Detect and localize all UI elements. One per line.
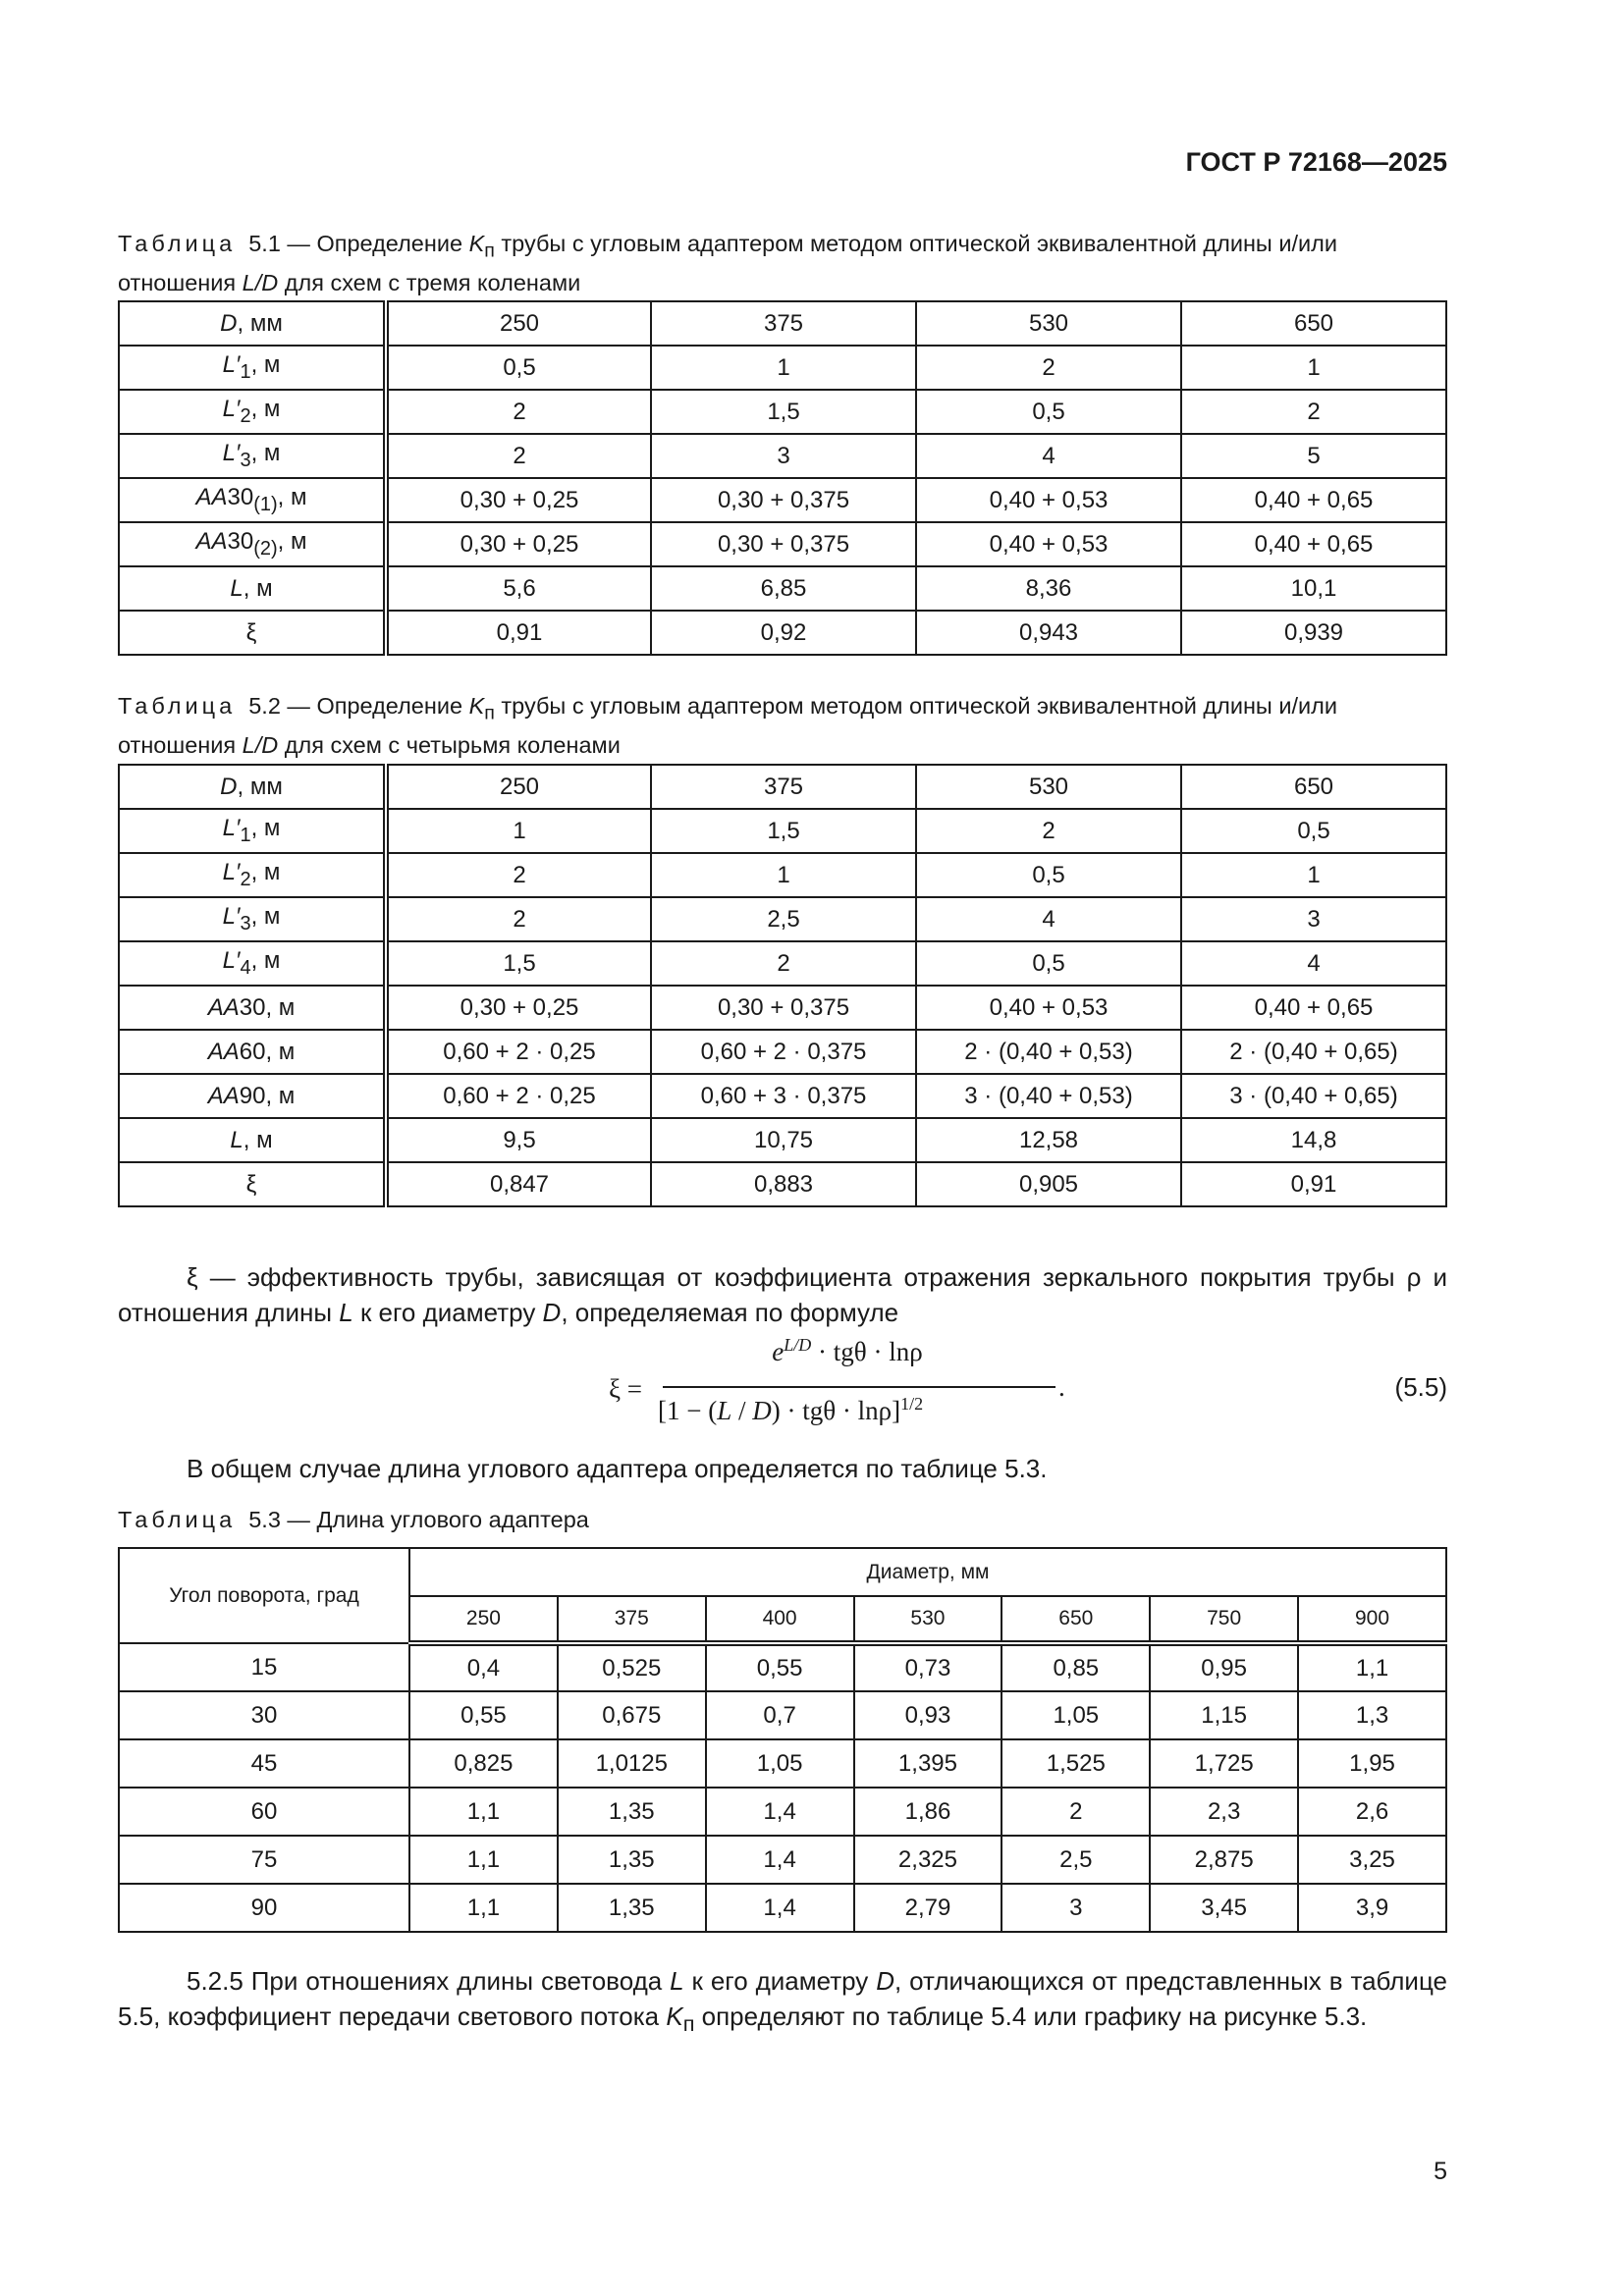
table-cell: 1,86 bbox=[854, 1788, 1002, 1836]
table-cell: 0,939 bbox=[1181, 611, 1446, 655]
table-cell: 2,3 bbox=[1150, 1788, 1298, 1836]
table-cell: 0,847 bbox=[386, 1162, 651, 1206]
table-cell: 3,9 bbox=[1298, 1884, 1446, 1932]
formula-5-5 bbox=[609, 1335, 1065, 1443]
para-K: K bbox=[666, 2002, 683, 2031]
table-cell: 1,05 bbox=[706, 1739, 854, 1788]
table-cell: 2 bbox=[386, 853, 651, 897]
row-label-unit: , м bbox=[250, 396, 281, 423]
row-label-plain: 30 bbox=[227, 528, 254, 556]
table-cell: 1,1 bbox=[409, 1836, 558, 1884]
table-row bbox=[119, 434, 1446, 478]
row-label-unit: , мм bbox=[237, 773, 283, 800]
table-cell: 3 bbox=[651, 434, 916, 478]
table-cell: 0,85 bbox=[1001, 1643, 1150, 1691]
para-text: 5.2.5 При отношениях длины световода bbox=[187, 1966, 671, 1996]
table-cell: 0,60 + 3 · 0,375 bbox=[651, 1074, 916, 1118]
table-row bbox=[119, 1074, 1446, 1118]
table-row bbox=[119, 1836, 1446, 1884]
table-cell: 0,5 bbox=[916, 853, 1181, 897]
table-5-1-caption bbox=[118, 228, 1447, 298]
row-label-unit: , м bbox=[250, 440, 281, 467]
angle-cell: 60 bbox=[119, 1788, 409, 1836]
table-cell: 0,40 + 0,65 bbox=[1181, 522, 1446, 566]
table-cell: 0,5 bbox=[916, 390, 1181, 434]
diameter-cell: 400 bbox=[706, 1596, 854, 1643]
xi-definition-paragraph bbox=[118, 1259, 1447, 1330]
table-cell: 0,92 bbox=[651, 611, 916, 655]
table-cell: 0,30 + 0,375 bbox=[651, 522, 916, 566]
row-label-plain: 90 bbox=[239, 1082, 266, 1109]
table-row bbox=[119, 1162, 1446, 1206]
table-cell: 0,95 bbox=[1150, 1643, 1298, 1691]
caption-label: Таблица bbox=[118, 693, 237, 719]
table-5-3 bbox=[118, 1547, 1447, 1933]
table-cell: 2 bbox=[386, 434, 651, 478]
para-D: D bbox=[876, 1966, 894, 1996]
para-L: L bbox=[670, 1966, 684, 1996]
row-label-unit: , м bbox=[265, 1038, 296, 1065]
table-row bbox=[119, 765, 1446, 809]
table-cell: 1,1 bbox=[409, 1788, 558, 1836]
row-label-sub: 1 bbox=[240, 824, 251, 846]
table-cell: 0,40 + 0,65 bbox=[1181, 986, 1446, 1030]
table-cell: 2 · (0,40 + 0,65) bbox=[1181, 1030, 1446, 1074]
table-row bbox=[119, 522, 1446, 566]
row-label-main: AA bbox=[195, 528, 228, 556]
diameter-header: Диаметр, мм bbox=[409, 1548, 1446, 1596]
table-cell: 9,5 bbox=[386, 1118, 651, 1162]
table-cell: 0,40 + 0,53 bbox=[916, 478, 1181, 522]
fraction-bar bbox=[663, 1386, 1056, 1388]
row-label bbox=[119, 611, 386, 655]
row-label-main: D bbox=[220, 309, 238, 337]
row-label-main: L′ bbox=[222, 396, 241, 423]
table-cell: 0,4 bbox=[409, 1643, 558, 1691]
table-cell: 10,1 bbox=[1181, 566, 1446, 611]
table-row bbox=[119, 1030, 1446, 1074]
row-label-sub: 3 bbox=[240, 912, 251, 934]
table-cell: 2 bbox=[916, 346, 1181, 390]
general-paragraph: В общем случае длина углового адаптера определяется по таблице 5.3. bbox=[187, 1454, 1048, 1483]
table-cell: 1,35 bbox=[558, 1884, 706, 1932]
table-cell: 5 bbox=[1181, 434, 1446, 478]
table-cell: 12,58 bbox=[916, 1118, 1181, 1162]
table-cell: 2,325 bbox=[854, 1836, 1002, 1884]
table-cell: 530 bbox=[916, 301, 1181, 346]
row-label bbox=[119, 301, 386, 346]
row-label-sub: 2 bbox=[240, 404, 251, 427]
table-row bbox=[119, 809, 1446, 853]
row-label bbox=[119, 809, 386, 853]
table-cell: 0,91 bbox=[386, 611, 651, 655]
para-D: D bbox=[542, 1298, 562, 1327]
para-K-sub: п bbox=[682, 2011, 695, 2037]
caption-label: Таблица bbox=[118, 231, 237, 256]
caption-k: K bbox=[468, 231, 485, 256]
table-cell: 3 bbox=[1181, 897, 1446, 941]
para-text: ξ — эффективность трубы, зависящая от коэффициента отражения зеркального покрытия трубы bbox=[187, 1262, 1395, 1292]
row-label-sub: (2) bbox=[253, 537, 278, 560]
table-cell: 2,6 bbox=[1298, 1788, 1446, 1836]
den-slash: / bbox=[731, 1396, 753, 1425]
table-row bbox=[119, 1643, 1446, 1691]
caption-text: — Определение bbox=[280, 231, 469, 256]
table-row bbox=[119, 301, 1446, 346]
caption-label: Таблица bbox=[118, 1507, 237, 1532]
diameter-cell: 750 bbox=[1150, 1596, 1298, 1643]
table-cell: 1,1 bbox=[1298, 1643, 1446, 1691]
diameter-cell: 650 bbox=[1001, 1596, 1150, 1643]
row-label-main: D bbox=[220, 773, 238, 800]
row-label-symbol: ξ bbox=[245, 618, 257, 646]
table-cell: 1,395 bbox=[854, 1739, 1002, 1788]
table-cell: 0,7 bbox=[706, 1691, 854, 1739]
diameter-cell: 530 bbox=[854, 1596, 1002, 1643]
table-cell: 0,55 bbox=[409, 1691, 558, 1739]
row-label bbox=[119, 434, 386, 478]
row-label-plain: 30 bbox=[227, 484, 254, 511]
row-label-unit: , мм bbox=[237, 309, 283, 337]
table-5-3-caption bbox=[118, 1504, 1447, 1535]
row-label bbox=[119, 853, 386, 897]
table-cell: 0,40 + 0,53 bbox=[916, 986, 1181, 1030]
table-row bbox=[119, 1739, 1446, 1788]
table-cell: 0,905 bbox=[916, 1162, 1181, 1206]
table-row bbox=[119, 1691, 1446, 1739]
table-cell: 0,93 bbox=[854, 1691, 1002, 1739]
table-cell: 1,3 bbox=[1298, 1691, 1446, 1739]
row-label-sub: 1 bbox=[240, 360, 251, 383]
caption-text: отношения bbox=[118, 731, 243, 758]
caption-k-sub: п bbox=[484, 702, 495, 724]
table-cell: 1,5 bbox=[651, 809, 916, 853]
table-cell: 1,725 bbox=[1150, 1739, 1298, 1788]
row-label bbox=[119, 1118, 386, 1162]
caption-text: — Определение bbox=[280, 693, 469, 719]
table-5-2-caption bbox=[118, 690, 1447, 761]
row-label-unit: , м bbox=[250, 903, 281, 931]
table-cell: 0,675 bbox=[558, 1691, 706, 1739]
table-cell: 0,5 bbox=[386, 346, 651, 390]
den-D: D bbox=[752, 1396, 772, 1425]
diameter-cell: 375 bbox=[558, 1596, 706, 1643]
row-label-unit: , м bbox=[265, 993, 296, 1021]
table-row bbox=[119, 611, 1446, 655]
table-cell: 0,5 bbox=[1181, 809, 1446, 853]
row-label bbox=[119, 986, 386, 1030]
table-cell: 1,35 bbox=[558, 1836, 706, 1884]
table-cell: 250 bbox=[386, 301, 651, 346]
caption-k-sub: п bbox=[484, 240, 495, 262]
row-label-unit: , м bbox=[243, 1126, 273, 1153]
table-cell: 3 · (0,40 + 0,53) bbox=[916, 1074, 1181, 1118]
caption-text: для схем с тремя коленами bbox=[278, 269, 581, 295]
table-cell: 2 bbox=[651, 941, 916, 986]
table-cell: 3,25 bbox=[1298, 1836, 1446, 1884]
table-cell: 530 bbox=[916, 765, 1181, 809]
caption-text: для схем с четырьмя коленами bbox=[278, 731, 621, 758]
table-cell: 1,0125 bbox=[558, 1739, 706, 1788]
table-cell: 0,525 bbox=[558, 1643, 706, 1691]
formula-exp: L/D bbox=[784, 1335, 812, 1355]
table-cell: 1,15 bbox=[1150, 1691, 1298, 1739]
row-label-symbol: ξ bbox=[245, 1170, 257, 1198]
table-cell: 0,30 + 0,25 bbox=[386, 522, 651, 566]
angle-cell: 30 bbox=[119, 1691, 409, 1739]
para-L: L bbox=[339, 1298, 353, 1327]
table-5-1 bbox=[118, 300, 1447, 656]
table-cell: 4 bbox=[916, 434, 1181, 478]
caption-text: трубы с угловым адаптером методом оптической эквивалентной длины и/или bbox=[494, 693, 1337, 719]
caption-number: 5.2 bbox=[248, 693, 281, 719]
caption-ld: L/D bbox=[242, 731, 279, 758]
row-label-sub: 4 bbox=[240, 956, 251, 979]
row-label bbox=[119, 1074, 386, 1118]
table-cell: 650 bbox=[1181, 765, 1446, 809]
row-label bbox=[119, 566, 386, 611]
row-label-unit: , м bbox=[250, 947, 281, 975]
table-row bbox=[119, 1118, 1446, 1162]
row-label-main: AA bbox=[207, 1082, 240, 1109]
row-label-main: L′ bbox=[222, 903, 241, 931]
row-label bbox=[119, 522, 386, 566]
row-label-unit: , м bbox=[277, 528, 307, 556]
formula-end: . bbox=[1058, 1372, 1065, 1402]
document-code: ГОСТ Р 72168—2025 bbox=[1185, 147, 1447, 177]
angle-cell: 45 bbox=[119, 1739, 409, 1788]
row-label bbox=[119, 941, 386, 986]
table-cell: 2,5 bbox=[651, 897, 916, 941]
table-cell: 4 bbox=[1181, 941, 1446, 986]
diameter-cell: 900 bbox=[1298, 1596, 1446, 1643]
row-label-plain: 60 bbox=[239, 1038, 266, 1065]
table-cell: 14,8 bbox=[1181, 1118, 1446, 1162]
angle-header: Угол поворота, град bbox=[119, 1548, 409, 1643]
formula-num-rest: · tgθ · lnρ bbox=[811, 1337, 923, 1366]
row-label-unit: , м bbox=[250, 859, 281, 886]
formula-denominator bbox=[658, 1394, 923, 1426]
row-label-main: L′ bbox=[222, 440, 241, 467]
table-cell: 1 bbox=[651, 853, 916, 897]
table-cell: 650 bbox=[1181, 301, 1446, 346]
den-b: ) · tgθ · lnρ] bbox=[771, 1396, 901, 1425]
table-cell: 8,36 bbox=[916, 566, 1181, 611]
table-cell: 2,79 bbox=[854, 1884, 1002, 1932]
row-label-main: L′ bbox=[222, 859, 241, 886]
caption-text: отношения bbox=[118, 269, 243, 295]
table-cell: 2 · (0,40 + 0,53) bbox=[916, 1030, 1181, 1074]
table-cell: 0,30 + 0,25 bbox=[386, 478, 651, 522]
den-a: [1 − ( bbox=[658, 1396, 718, 1425]
table-cell: 1,5 bbox=[651, 390, 916, 434]
table-cell: 6,85 bbox=[651, 566, 916, 611]
table-cell: 1,5 bbox=[386, 941, 651, 986]
row-label bbox=[119, 1030, 386, 1074]
row-label-main: AA bbox=[195, 484, 228, 511]
table-cell: 0,91 bbox=[1181, 1162, 1446, 1206]
table-cell: 1,4 bbox=[706, 1836, 854, 1884]
formula-lhs: ξ = bbox=[609, 1374, 643, 1404]
row-label-main: AA bbox=[207, 1038, 240, 1065]
table-cell: 2 bbox=[916, 809, 1181, 853]
table-cell: 2,5 bbox=[1001, 1836, 1150, 1884]
angle-cell: 15 bbox=[119, 1643, 409, 1691]
row-label-main: AA bbox=[207, 993, 240, 1021]
row-label-main: L′ bbox=[222, 351, 241, 379]
table-cell: 2,875 bbox=[1150, 1836, 1298, 1884]
table-cell: 0,5 bbox=[916, 941, 1181, 986]
caption-text: трубы с угловым адаптером методом оптической эквивалентной длины и/или bbox=[494, 231, 1337, 256]
row-label-main: L′ bbox=[222, 815, 241, 842]
formula-e: e bbox=[772, 1337, 785, 1366]
row-label-sub: 3 bbox=[240, 449, 251, 471]
row-label-sub: 2 bbox=[240, 868, 251, 890]
caption-number: 5.1 bbox=[248, 231, 281, 256]
den-exp: 1/2 bbox=[900, 1394, 924, 1414]
table-cell: 0,60 + 2 · 0,25 bbox=[386, 1074, 651, 1118]
table-row bbox=[119, 478, 1446, 522]
row-label-unit: , м bbox=[243, 574, 273, 602]
table-row bbox=[119, 566, 1446, 611]
angle-cell: 90 bbox=[119, 1884, 409, 1932]
table-cell: 0,30 + 0,375 bbox=[651, 986, 916, 1030]
table-cell: 250 bbox=[386, 765, 651, 809]
row-label-unit: , м bbox=[250, 351, 281, 379]
table-cell: 1,35 bbox=[558, 1788, 706, 1836]
table-row bbox=[119, 941, 1446, 986]
table-cell: 1,4 bbox=[706, 1788, 854, 1836]
para-text: определяют по таблице 5.4 или графику на рисунке 5.3. bbox=[694, 2002, 1368, 2031]
para-text: , определяемая по формуле bbox=[561, 1298, 899, 1327]
table-cell: 3 bbox=[1001, 1884, 1150, 1932]
table-cell: 375 bbox=[651, 765, 916, 809]
para-text: , отличающихся от представленных в таблице 5.5, коэффициент передачи светового потока bbox=[118, 1966, 1448, 2031]
table-cell: 1 bbox=[1181, 853, 1446, 897]
table-cell: 1 bbox=[1181, 346, 1446, 390]
table-row bbox=[119, 897, 1446, 941]
caption-k: K bbox=[468, 693, 485, 719]
diameter-cell: 250 bbox=[409, 1596, 558, 1643]
table-cell: 2 bbox=[1001, 1788, 1150, 1836]
den-L: L bbox=[717, 1396, 732, 1425]
table-cell: 0,883 bbox=[651, 1162, 916, 1206]
table-cell: 0,943 bbox=[916, 611, 1181, 655]
row-label bbox=[119, 478, 386, 522]
row-label-plain: 30 bbox=[239, 993, 266, 1021]
table-cell: 1 bbox=[651, 346, 916, 390]
table-cell: 0,40 + 0,65 bbox=[1181, 478, 1446, 522]
row-label bbox=[119, 765, 386, 809]
angle-cell: 75 bbox=[119, 1836, 409, 1884]
table-cell: 375 bbox=[651, 301, 916, 346]
para-text: к его диаметру bbox=[352, 1298, 543, 1327]
row-label-main: L bbox=[230, 574, 244, 602]
table-cell: 1 bbox=[386, 809, 651, 853]
table-cell: 0,55 bbox=[706, 1643, 854, 1691]
table-row bbox=[119, 853, 1446, 897]
row-label bbox=[119, 1162, 386, 1206]
table-cell: 0,825 bbox=[409, 1739, 558, 1788]
table-cell: 0,60 + 2 · 0,25 bbox=[386, 1030, 651, 1074]
table-row bbox=[119, 390, 1446, 434]
table-5-2 bbox=[118, 764, 1447, 1207]
row-label-unit: , м bbox=[265, 1082, 296, 1109]
row-label bbox=[119, 390, 386, 434]
table-row bbox=[119, 1788, 1446, 1836]
row-label bbox=[119, 346, 386, 390]
caption-text: — Длина углового адаптера bbox=[280, 1507, 589, 1532]
table-cell: 10,75 bbox=[651, 1118, 916, 1162]
table-cell: 1,95 bbox=[1298, 1739, 1446, 1788]
table-cell: 3,45 bbox=[1150, 1884, 1298, 1932]
table-cell: 3 · (0,40 + 0,65) bbox=[1181, 1074, 1446, 1118]
table-cell: 2 bbox=[386, 390, 651, 434]
caption-ld: L/D bbox=[242, 269, 279, 295]
table-cell: 2 bbox=[1181, 390, 1446, 434]
table-cell: 1,525 bbox=[1001, 1739, 1150, 1788]
table-cell: 1,4 bbox=[706, 1884, 854, 1932]
caption-number: 5.3 bbox=[248, 1507, 281, 1532]
row-label-unit: , м bbox=[277, 484, 307, 511]
row-label bbox=[119, 897, 386, 941]
row-label-sub: (1) bbox=[253, 493, 278, 515]
table-row bbox=[119, 986, 1446, 1030]
formula-numerator bbox=[720, 1335, 975, 1367]
para-text: ρ и отношения длины bbox=[118, 1262, 1447, 1327]
table-cell: 5,6 bbox=[386, 566, 651, 611]
row-label-main: L bbox=[230, 1126, 244, 1153]
table-cell: 0,30 + 0,375 bbox=[651, 478, 916, 522]
para-text: к его диаметру bbox=[683, 1966, 877, 1996]
table-cell: 0,73 bbox=[854, 1643, 1002, 1691]
table-cell: 0,30 + 0,25 bbox=[386, 986, 651, 1030]
table-row bbox=[119, 1884, 1446, 1932]
page-number: 5 bbox=[1434, 2158, 1447, 2185]
table-cell: 0,40 + 0,53 bbox=[916, 522, 1181, 566]
row-label-unit: , м bbox=[250, 815, 281, 842]
equation-number: (5.5) bbox=[1394, 1372, 1447, 1402]
table-cell: 1,05 bbox=[1001, 1691, 1150, 1739]
table-cell: 4 bbox=[916, 897, 1181, 941]
paragraph-5-2-5 bbox=[118, 1963, 1447, 2042]
table-cell: 0,60 + 2 · 0,375 bbox=[651, 1030, 916, 1074]
row-label-main: L′ bbox=[222, 947, 241, 975]
table-cell: 2 bbox=[386, 897, 651, 941]
table-cell: 1,1 bbox=[409, 1884, 558, 1932]
table-row bbox=[119, 346, 1446, 390]
